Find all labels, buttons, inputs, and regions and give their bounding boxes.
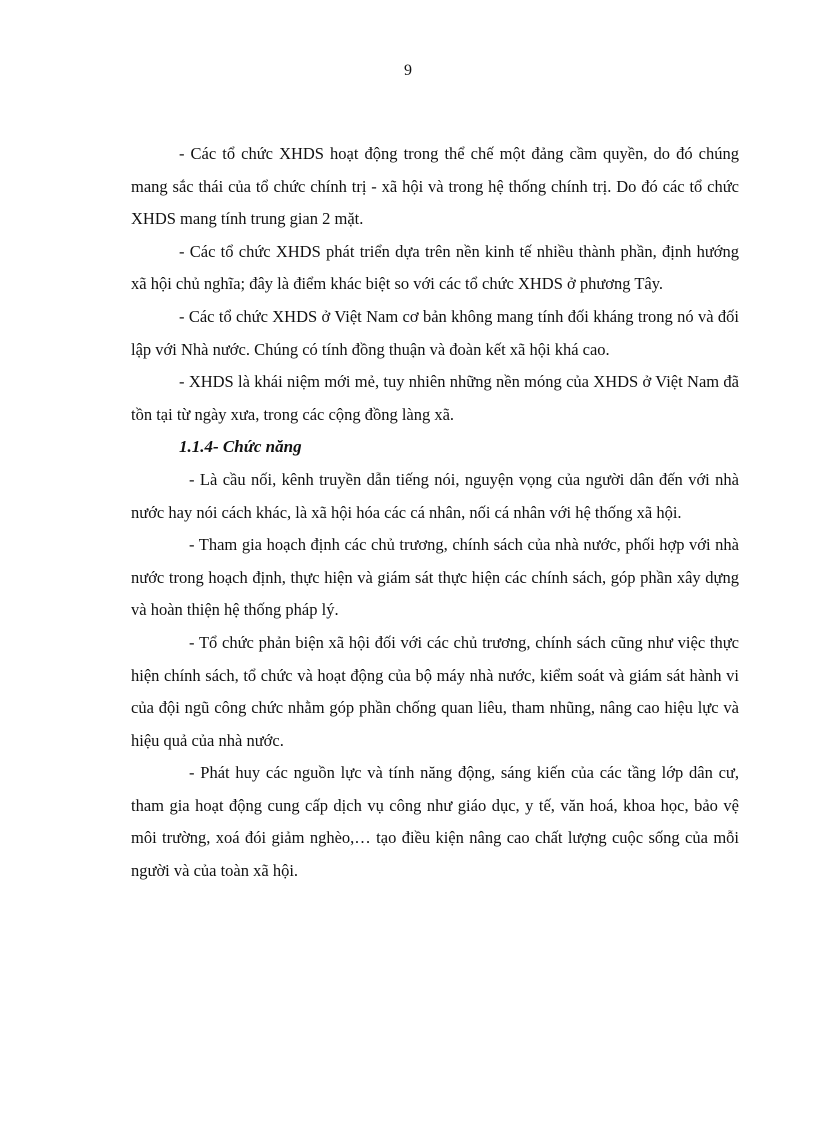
paragraph-characteristic-4: - XHDS là khái niệm mới mẻ, tuy nhiên những nền móng của XHDS ở Việt Nam đã tồn tại từ ngày xưa, trong các cộng đồng làng xã. xyxy=(131,372,739,424)
paragraph-function-2: - Tham gia hoạch định các chủ trương, chính sách của nhà nước, phối hợp với nhà nước trong hoạch định, thực hiện và giám sát thực hiện các chính sách, góp phần xây dựng và hoàn thiện hệ thống pháp lý. xyxy=(131,535,739,620)
section-heading: 1.1.4- Chức năng xyxy=(179,437,302,457)
document-body xyxy=(131,138,739,888)
paragraph-function-4: - Phát huy các nguồn lực và tính năng động, sáng kiến của các tầng lớp dân cư, tham gia hoạt động cung cấp dịch vụ công như giáo dục, y tế, văn hoá, khoa học, bảo vệ môi trường, xoá đói giảm nghèo,… tạo điều kiện nâng cao chất lượng cuộc sống của mỗi người và của toàn xã hội. xyxy=(131,763,739,881)
paragraph-function-3: - Tổ chức phản biện xã hội đối với các chủ trương, chính sách cũng như việc thực hiện chính sách, tổ chức và hoạt động của bộ máy nhà nước, kiểm soát và giám sát hành vi của đội ngũ công chức nhằm góp phần chống quan liêu, tham nhũng, nâng cao hiệu lực và hiệu quả của nhà nước. xyxy=(131,632,739,750)
paragraph-characteristic-3: - Các tổ chức XHDS ở Việt Nam cơ bản không mang tính đối kháng trong nó và đối lập với Nhà nước. Chúng có tính đồng thuận và đoàn kết xã hội khá cao. xyxy=(131,306,739,359)
page-number: 9 xyxy=(404,62,412,79)
paragraph-function-1: - Là cầu nối, kênh truyền dẫn tiếng nói, nguyện vọng của người dân đến với nhà nước hay nói cách khác, là xã hội hóa các cá nhân, nối cá nhân với hệ thống xã hội. xyxy=(131,469,739,522)
paragraph-characteristic-2: - Các tổ chức XHDS phát triển dựa trên nền kinh tế nhiều thành phần, định hướng xã hội chủ nghĩa; đây là điểm khác biệt so với các tổ chức XHDS ở phương Tây. xyxy=(131,241,739,294)
paragraph-characteristic-1: - Các tổ chức XHDS hoạt động trong thể chế một đảng cầm quyền, do đó chúng mang sắc thái của tổ chức chính trị - xã hội và trong hệ thống chính trị. Do đó các tổ chức XHDS mang tính trung gian 2 mặt. xyxy=(131,144,739,229)
